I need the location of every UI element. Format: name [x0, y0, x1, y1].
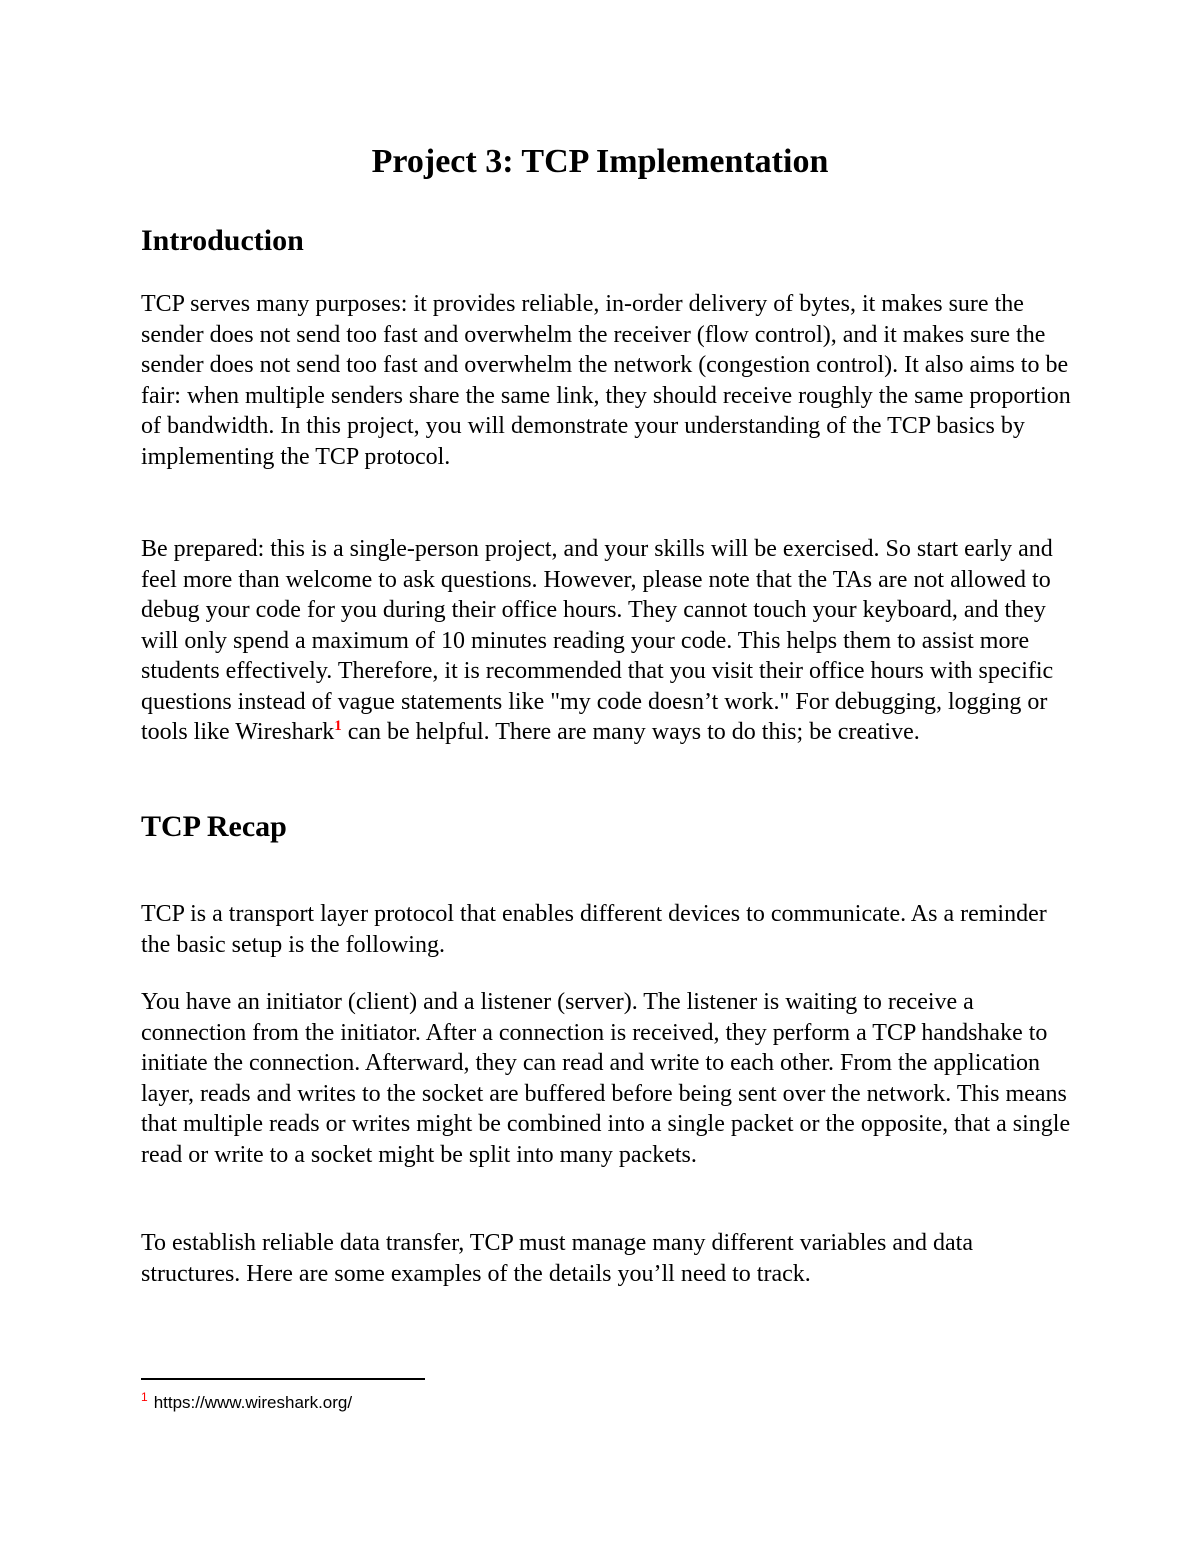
- introduction-paragraph-2-text: Be prepared: this is a single-person project, and your skills will be exercised. So start early and feel more than welcome to ask questions. However, please note that the TAs are not allowed to debug your code for you during their office hours. They cannot touch your keyboard, and they will only spend a maximum of 10 minutes reading your code. This helps them to assist more students effectively. Therefore, it is recommended that you visit their office hours with specific questions instead of vague statements like "my code doesn’t work." For debugging, logging or tools like Wireshark: [141, 536, 1054, 745]
- introduction-paragraph-1: TCP serves many purposes: it provides reliable, in-order delivery of bytes, it makes sure the sender does not send too fast and overwhelm the receiver (flow control), and it makes sure the sender does not send too fast and overwhelm the network (congestion control). It also aims to be fair: when multiple senders share the same link, they should receive roughly the same proportion of bandwidth. In this project, you will demonstrate your understanding of the TCP basics by implementing the TCP protocol.: [141, 291, 1071, 470]
- footnote-link[interactable]: https://www.wireshark.org/: [153, 1393, 353, 1412]
- introduction-heading: Introduction: [141, 224, 304, 257]
- tcp-recap-paragraph-1: TCP is a transport layer protocol that enables different devices to communicate. As a reminder the basic setup is the following.: [141, 901, 1047, 958]
- tcp-recap-heading: TCP Recap: [141, 810, 287, 843]
- footnote-separator: [141, 1378, 425, 1380]
- footnote-number: 1: [141, 1390, 148, 1405]
- footnote: [141, 1392, 352, 1414]
- document-title: Project 3: TCP Implementation: [371, 143, 829, 180]
- footnote-reference-1[interactable]: 1: [334, 718, 342, 734]
- tcp-recap-paragraph-3: To establish reliable data transfer, TCP must manage many different variables and data structures. Here are some examples of the details you’ll need to track.: [141, 1230, 973, 1287]
- introduction-paragraph-2-text-end: can be helpful. There are many ways to do this; be creative.: [341, 719, 920, 745]
- tcp-recap-paragraph-2: You have an initiator (client) and a listener (server). The listener is waiting to receive a connection from the initiator. After a connection is received, they perform a TCP handshake to initiate the connection. Afterward, they can read and write to each other. From the application layer, reads and writes to the socket are buffered before being sent over the network. This means that multiple reads or writes might be combined into a single packet or the opposite, that a single read or write to a socket might be split into many packets.: [141, 989, 1071, 1168]
- introduction-paragraph-2: [141, 534, 1071, 748]
